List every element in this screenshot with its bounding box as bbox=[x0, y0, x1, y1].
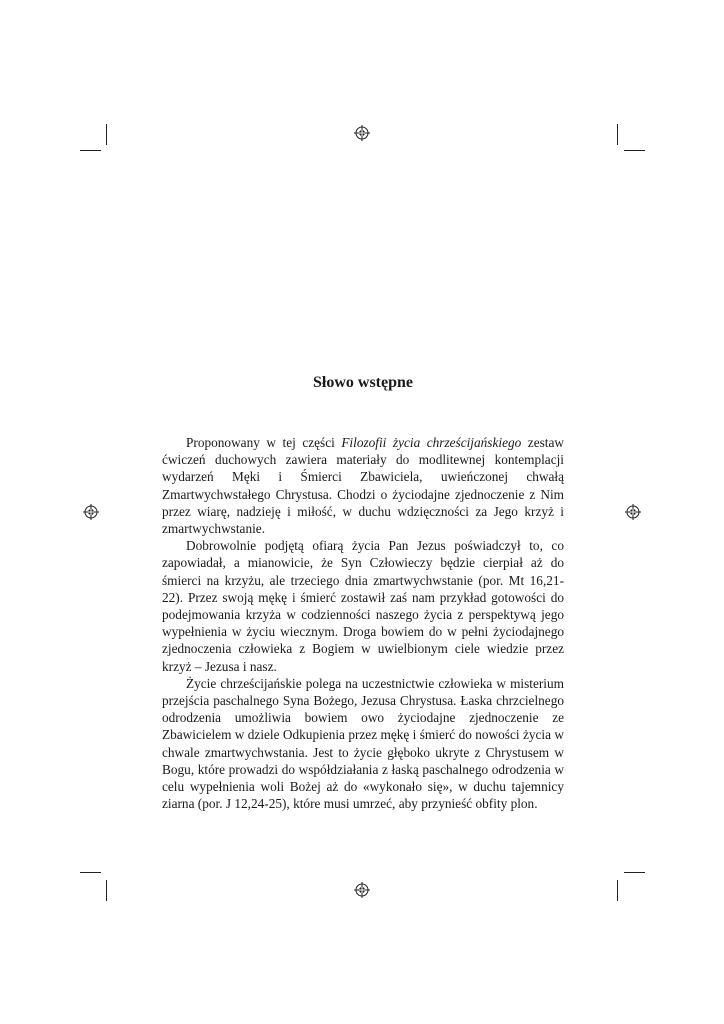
paragraph: Życie chrześcijańskie polega na uczestnictwie człowieka w misterium przejścia paschalnego Syna Bożego, Jezusa Chrystusa. Łaska chrzcielnego odrodzenia umożliwia bowiem owo życiodajne zjednoczenie ze Zbawicielem w dziele Odkupienia przez mękę i śmierć do nowości życia w chwale zmartwychwstania. Jest to życie głęboko ukryte z Chrystusem w Bogu, które prowadzi do współdziałania z łaską paschalnego odrodzenia w celu wypełnienia woli Bożej aż do «wykonało się», w duchu tajemnicy ziarna (por. J 12,24-25), które musi umrzeć, aby przynieść obfity plon. bbox=[162, 675, 564, 812]
crop-mark-icon bbox=[624, 150, 645, 151]
crop-mark-icon bbox=[624, 872, 645, 873]
paragraph bbox=[162, 434, 564, 537]
registration-mark-icon bbox=[625, 504, 641, 520]
crop-mark-icon bbox=[106, 880, 107, 901]
registration-mark-icon bbox=[354, 125, 370, 141]
paragraph-text: zestaw ćwiczeń duchowych zawiera materiały do modlitewnej kontemplacji wydarzeń Męki i Śmierci Zbawiciela, uwieńczonej chwałą Zmartwychwstałego Chrystusa. Chodzi o życiodajne zjednoczenie z Nim przez wiarę, nadzieję i miłość, w duchu wdzięczności za Jego krzyż i zmartwychwstanie. bbox=[162, 435, 564, 537]
crop-mark-icon bbox=[80, 872, 101, 873]
crop-mark-icon bbox=[80, 150, 101, 151]
book-title: Filozofii życia chrześcijańskiego bbox=[341, 435, 522, 450]
registration-mark-icon bbox=[354, 882, 370, 898]
crop-mark-icon bbox=[617, 124, 618, 145]
crop-mark-icon bbox=[617, 880, 618, 901]
paragraph-text: Proponowany w tej części bbox=[186, 435, 342, 450]
crop-mark-icon bbox=[106, 124, 107, 145]
paragraph: Dobrowolnie podjętą ofiarą życia Pan Jezus poświadczył to, co zapowiadał, a mianowicie, że Syn Człowieczy będzie cierpiał aż do śmierci na krzyżu, ale trzeciego dnia zmartwychwstanie (por. Mt 16,21-22). Przez swoją mękę i śmierć zostawił zaś nam przykład gotowości do podejmowania krzyża w codzienności naszego życia z perspektywą jego wypełnienia w życiu wiecznym. Droga bowiem do w pełni życiodajnego zjednoczenia człowieka z Bogiem w uwielbionym ciele wiedzie przez krzyż – Jezusa i nasz. bbox=[162, 538, 564, 674]
page-title: Słowo wstępne bbox=[312, 374, 413, 391]
registration-mark-icon bbox=[83, 504, 99, 520]
body-text bbox=[162, 434, 564, 812]
